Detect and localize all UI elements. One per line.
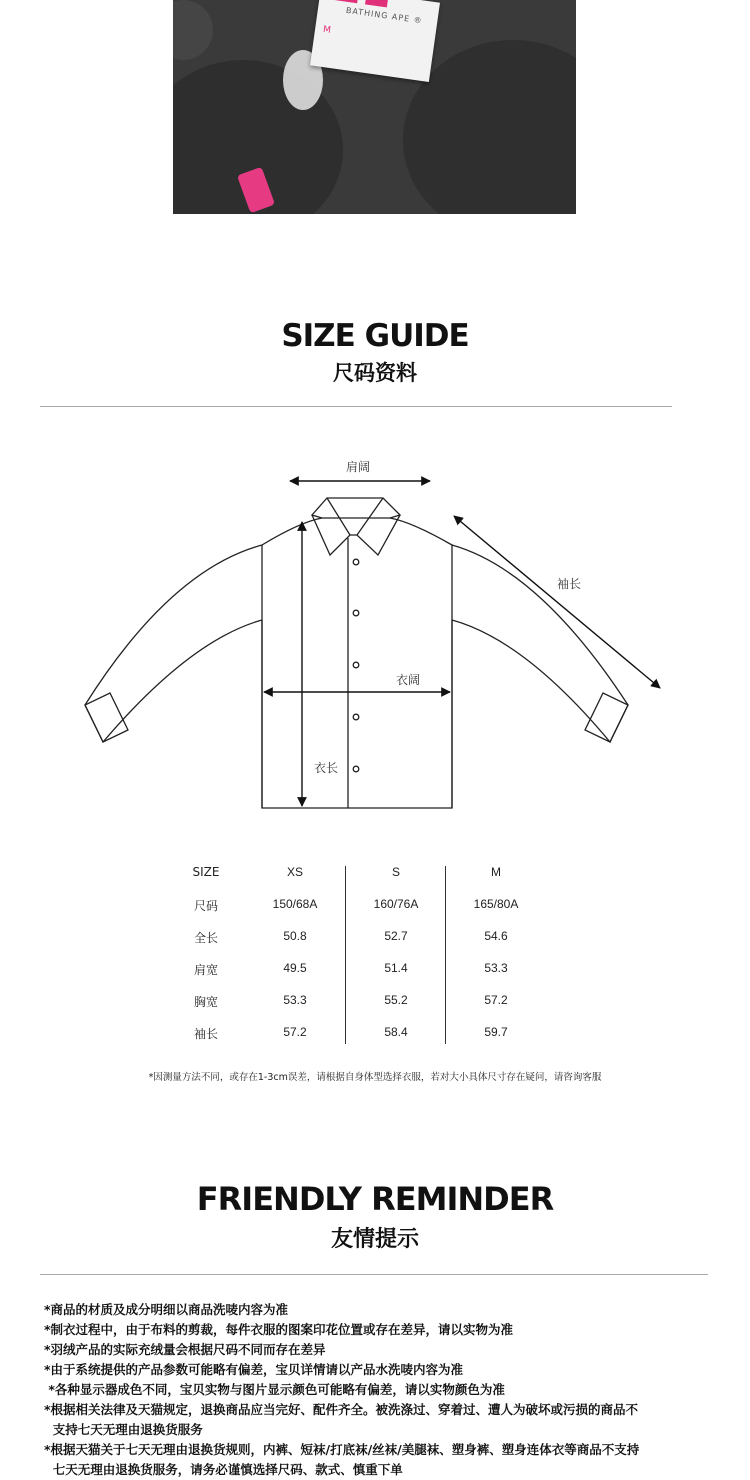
- row-header: 胸宽: [193, 995, 218, 1009]
- table-divider: [445, 866, 446, 1044]
- table-cell: 165/80A: [473, 897, 519, 911]
- sleeve-label: 袖长: [557, 577, 582, 591]
- table-cell: 52.7: [384, 929, 408, 943]
- section-divider: [40, 1274, 708, 1275]
- table-cell: 49.5: [283, 961, 307, 975]
- table-cell: 150/68A: [272, 897, 318, 911]
- measurement-note: *因测量方法不同，或存在1-3cm误差，请根据自身体型选择衣服，若对大小具体尺寸存在疑问，请咨询客服: [148, 1072, 602, 1083]
- table-cell: 58.4: [384, 1025, 408, 1039]
- table-cell: 53.3: [484, 961, 508, 975]
- table-cell: 50.8: [283, 929, 307, 943]
- chest-label: 衣阔: [396, 673, 421, 687]
- row-header: 肩宽: [193, 963, 218, 977]
- reminder-item: *制衣过程中，由于布料的剪裁，每件衣服的图案印花位置或存在差异，请以实物为准: [44, 1322, 514, 1337]
- reminder-item: *由于系统提供的产品参数可能略有偏差，宝贝详情请以产品水洗唛内容为准: [44, 1362, 464, 1377]
- table-cell: S: [391, 865, 400, 879]
- reminder-subtitle: 友情提示: [330, 1227, 419, 1252]
- row-header: 袖长: [193, 1027, 218, 1041]
- reminder-item: *羽绒产品的实际充绒量会根据尺码不同而存在差异: [44, 1342, 326, 1357]
- reminder-item: 七天无理由退换货服务，请务必谨慎选择尺码、款式、慎重下单: [44, 1462, 403, 1477]
- reminder-item: *根据天猫关于七天无理由退换货规则，内裤、短袜/打底袜/丝袜/美腿袜、塑身裤、塑身连体衣等商品不支持: [44, 1442, 640, 1457]
- table-cell: 51.4: [384, 961, 408, 975]
- reminder-item: *根据相关法律及天猫规定，退换商品应当完好、配件齐全。被洗涤过、穿着过、遭人为破坏或污损的商品不: [44, 1402, 639, 1417]
- size-guide-subtitle: 尺码资料: [333, 361, 417, 385]
- reminder-title: FRIENDLY REMINDER: [196, 1180, 554, 1218]
- table-cell: 59.7: [484, 1025, 508, 1039]
- garment-tag: [310, 0, 440, 82]
- shoulder-label: 肩阔: [346, 460, 371, 474]
- product-photo: [173, 0, 576, 214]
- section-divider: [40, 406, 672, 407]
- reminder-item: *各种显示器成色不同，宝贝实物与图片显示颜色可能略有偏差，请以实物颜色为准: [44, 1382, 505, 1397]
- row-header: 尺码: [193, 899, 218, 913]
- length-label: 衣长: [314, 761, 339, 775]
- table-cell: 53.3: [283, 993, 307, 1007]
- table-cell: 55.2: [384, 993, 408, 1007]
- reminder-item: 支持七天无理由退换货服务: [44, 1422, 203, 1437]
- table-cell: 54.6: [484, 929, 508, 943]
- tag-brand-text: BATHING APE ®: [345, 5, 424, 26]
- table-cell: M: [491, 865, 501, 879]
- table-cell: 160/76A: [373, 897, 419, 911]
- tag-size-text: M: [322, 24, 332, 36]
- row-header: SIZE: [192, 865, 220, 879]
- size-guide-title: SIZE GUIDE: [281, 318, 469, 354]
- table-cell: 57.2: [484, 993, 508, 1007]
- reminder-item: *商品的材质及成分明细以商品洗唛内容为准: [44, 1302, 289, 1317]
- jacket-measurement-diagram: [0, 440, 750, 830]
- row-header: 全长: [193, 931, 218, 945]
- table-divider: [345, 866, 346, 1044]
- table-cell: 57.2: [283, 1025, 307, 1039]
- table-cell: XS: [286, 865, 303, 879]
